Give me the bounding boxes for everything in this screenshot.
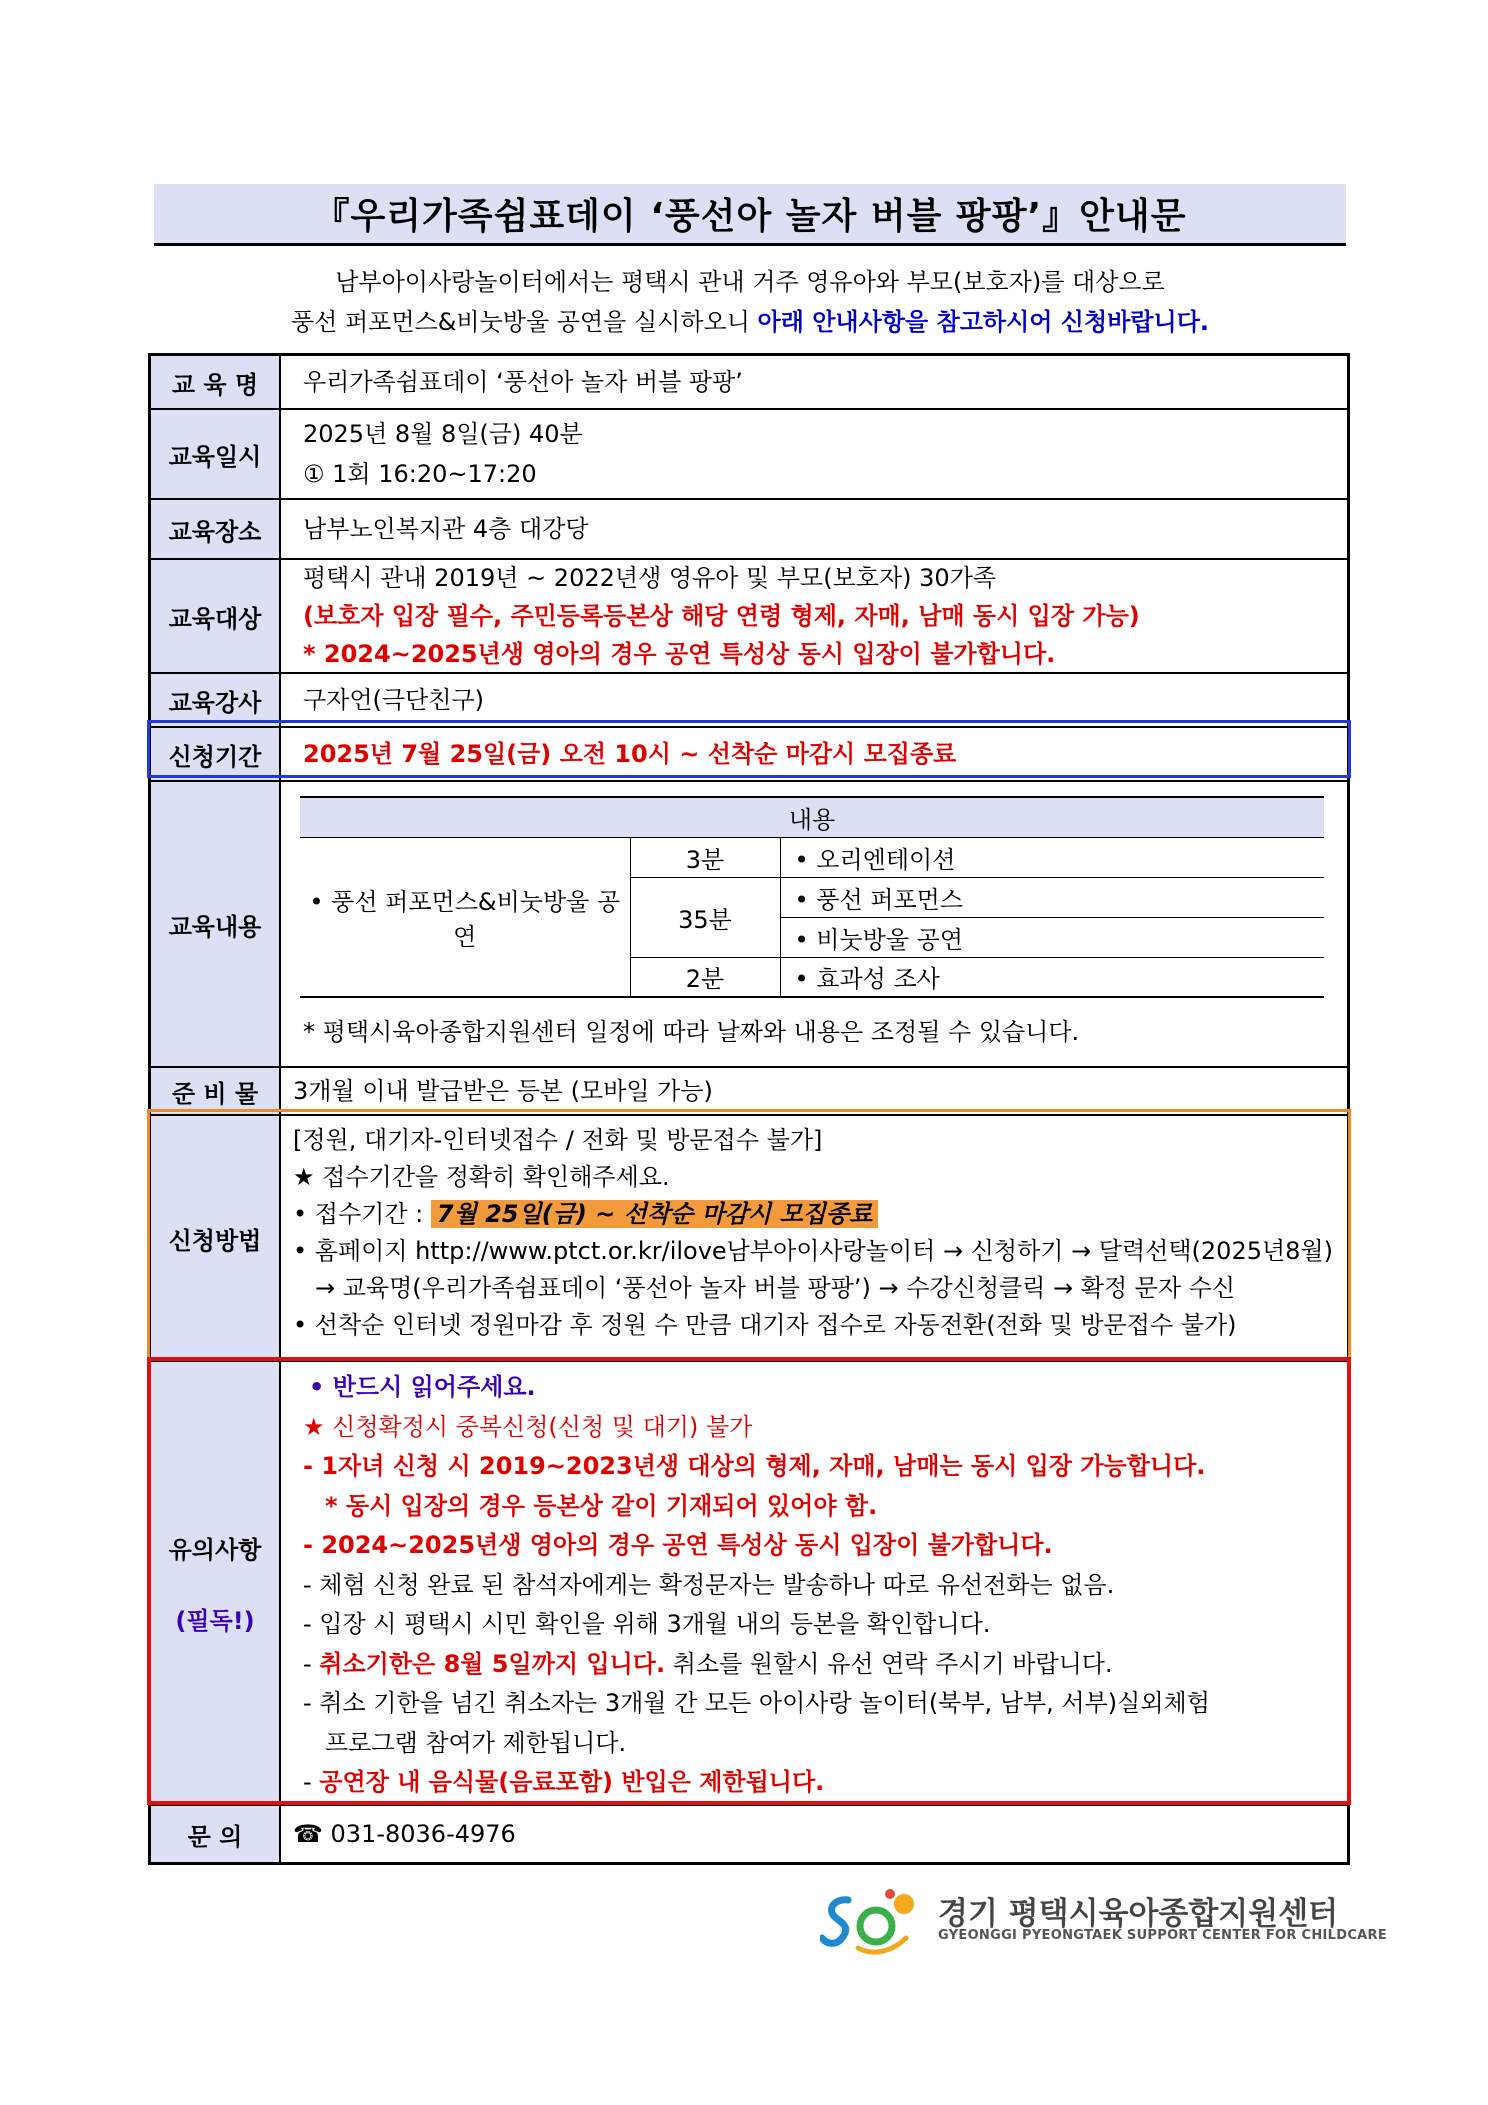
datetime-session: ① 1회 16:20~17:20 <box>303 460 537 488</box>
org-name-en: GYEONGGI PYEONGTAEK SUPPORT CENTER FOR CHILDCARE <box>938 1928 1388 1943</box>
label-instructor: 교육강사 <box>151 674 281 726</box>
target-line-1: 평택시 관내 2019년 ~ 2022년생 영유아 및 부모(보호자) 30가족 <box>303 564 997 592</box>
target-line-3: * 2024~2025년생 영아의 경우 공연 특성상 동시 입장이 불가합니다. <box>303 640 1056 668</box>
schedule-row <box>300 837 1324 877</box>
notes-item-9-cont: 프로그램 참여가 제한됩니다. <box>325 1728 627 1757</box>
instructor-text: 구자언(극단친구) <box>303 686 485 714</box>
method-period-highlight: 7월 25일(금) ~ 선착순 마감시 모집종료 <box>431 1200 878 1228</box>
row-method <box>151 1114 1347 1360</box>
row-target <box>151 558 1347 672</box>
method-line-6: • 선착순 인터넷 정원마감 후 정원 수 만큼 대기자 접수로 자동전환(전화 및 방문접수 불가) <box>293 1311 1237 1339</box>
schedule-header: 내용 <box>300 797 1324 837</box>
notes-item-9: - 취소 기한을 넘긴 취소자는 3개월 간 모든 아이사랑 놀이터(북부, 남부, 서부)실외체험 <box>303 1689 1210 1717</box>
notes-item-10 <box>303 1763 1347 1803</box>
datetime-date: 2025년 8월 8일(금) 40분 <box>303 420 583 448</box>
label-materials: 준 비 물 <box>151 1068 281 1114</box>
notes-label-sub: (필독!) <box>175 1607 255 1635</box>
method-line-3 <box>293 1196 1347 1233</box>
info-table <box>148 353 1350 1865</box>
schedule-duration: 35분 <box>630 877 780 957</box>
label-course-name: 교 육 명 <box>151 356 281 408</box>
schedule-header-row <box>300 797 1324 837</box>
value-contact <box>281 1806 1347 1862</box>
value-target <box>281 560 1347 672</box>
schedule-item: • 풍선 퍼포먼스 <box>780 877 1324 917</box>
value-materials <box>281 1068 1347 1114</box>
target-line-2: (보호자 입장 필수, 주민등록등본상 해당 연령 형제, 자매, 남매 동시 입장 가능) <box>303 602 1140 630</box>
schedule-item: • 오리엔테이션 <box>780 837 1324 877</box>
method-line-5: → 교육명(우리가족쉼표데이 ‘풍선아 놀자 버블 팡팡’) → 수강신청클릭 → 확정 문자 수신 <box>315 1274 1236 1302</box>
row-period <box>151 726 1347 780</box>
value-notes <box>281 1362 1347 1804</box>
notes-item-10-text: 공연장 내 음식물(음료포함) 반입은 제한됩니다. <box>319 1768 825 1796</box>
intro-line-2-highlight: 아래 안내사항을 참고하시어 신청바랍니다. <box>757 308 1210 336</box>
schedule-item: • 효과성 조사 <box>780 957 1324 997</box>
schedule-table <box>300 796 1324 998</box>
schedule-item: • 비눗방울 공연 <box>780 917 1324 957</box>
notes-item-6: - 체험 신청 완료 된 참석자에게는 확정문자는 발송하나 따로 유선전화는 없음. <box>303 1570 1115 1599</box>
notes-item-10-dash: - <box>303 1768 320 1796</box>
row-datetime <box>151 408 1347 498</box>
notes-item-7: - 입장 시 평택시 시민 확인을 위해 3개월 내의 등본을 확인합니다. <box>303 1610 991 1638</box>
notes-item-8-deadline: 취소기한은 8월 5일까지 입니다. <box>319 1649 666 1678</box>
contact-phone: ☎ 031-8036-4976 <box>293 1820 516 1848</box>
content-note: * 평택시육아종합지원센터 일정에 따라 날짜와 내용은 조정될 수 있습니다. <box>303 1018 1080 1046</box>
notes-item-5: - 2024~2025년생 영아의 경우 공연 특성상 동시 입장이 불가합니다. <box>303 1531 1053 1559</box>
value-course-name <box>281 356 1347 408</box>
label-period: 신청기간 <box>151 728 281 780</box>
notes-item-8-dash: - <box>303 1649 320 1678</box>
org-logo-mark-icon <box>820 1886 920 1956</box>
label-datetime: 교육일시 <box>151 410 281 498</box>
org-name: 경기 평택시육아종합지원센터 <box>938 1896 1339 1932</box>
label-method: 신청방법 <box>151 1116 281 1360</box>
row-course-name <box>151 356 1347 408</box>
notes-item-8-rest: 취소를 원할시 유선 연락 주시기 바랍니다. <box>665 1649 1113 1678</box>
row-notes <box>151 1360 1347 1804</box>
page-title: 『우리가족쉼표데이 ‘풍선아 놀자 버블 팡팡’』안내문 <box>154 184 1346 246</box>
schedule-duration: 3분 <box>630 837 780 877</box>
method-line-4: • 홈페이지 http://www.ptct.or.kr/ilove남부아이사랑놀이터 → 신청하기 → 달력선택(2025년8월) <box>293 1237 1333 1265</box>
value-instructor <box>281 674 1347 726</box>
notes-item-1: • 반드시 읽어주세요. <box>309 1373 536 1401</box>
notes-item-3: - 1자녀 신청 시 2019~2023년생 대상의 형제, 자매, 남매는 동시 입장 가능합니다. <box>303 1452 1206 1480</box>
intro-line-2 <box>154 302 1346 342</box>
value-method <box>281 1116 1347 1360</box>
period-text: 2025년 7월 25일(금) 오전 10시 ~ 선착순 마감시 모집종료 <box>303 740 957 768</box>
course-name-text: 우리가족쉼표데이 ‘풍선아 놀자 버블 팡팡’ <box>303 368 743 396</box>
value-place <box>281 500 1347 558</box>
value-period <box>281 728 1347 780</box>
notes-item-2: ★ 신청확정시 중복신청(신청 및 대기) 불가 <box>303 1412 753 1441</box>
value-datetime <box>281 410 1347 498</box>
schedule-activity: • 풍선 퍼포먼스&비눗방울 공연 <box>300 837 630 997</box>
label-contact: 문 의 <box>151 1806 281 1862</box>
materials-text: 3개월 이내 발급받은 등본 (모바일 가능) <box>293 1077 713 1105</box>
intro-line-2-text: 풍선 퍼포먼스&비눗방울 공연을 실시하오니 <box>290 308 758 336</box>
notes-item-4: * 동시 입장의 경우 등본상 같이 기재되어 있어야 함. <box>325 1491 878 1520</box>
label-target: 교육대상 <box>151 560 281 672</box>
row-instructor <box>151 672 1347 726</box>
notes-label-text: 유의사항 <box>168 1536 262 1564</box>
row-materials <box>151 1066 1347 1114</box>
label-place: 교육장소 <box>151 500 281 558</box>
method-line-1: [정원, 대기자-인터넷접수 / 전화 및 방문접수 불가] <box>293 1126 823 1154</box>
label-notes <box>151 1362 281 1804</box>
intro-line-1: 남부아이사랑놀이터에서는 평택시 관내 거주 영유아와 부모(보호자)를 대상으로 <box>335 268 1165 296</box>
method-line-2: ★ 접수기간을 정확히 확인해주세요. <box>293 1163 670 1191</box>
org-logo <box>820 1886 1388 1956</box>
row-contact <box>151 1804 1347 1862</box>
label-content: 교육내용 <box>151 782 281 1066</box>
notes-item-8 <box>303 1645 1347 1685</box>
row-place <box>151 498 1347 558</box>
place-text: 남부노인복지관 4층 대강당 <box>303 515 589 543</box>
schedule-duration: 2분 <box>630 957 780 997</box>
method-period-prefix: • 접수기간 : <box>293 1200 431 1228</box>
